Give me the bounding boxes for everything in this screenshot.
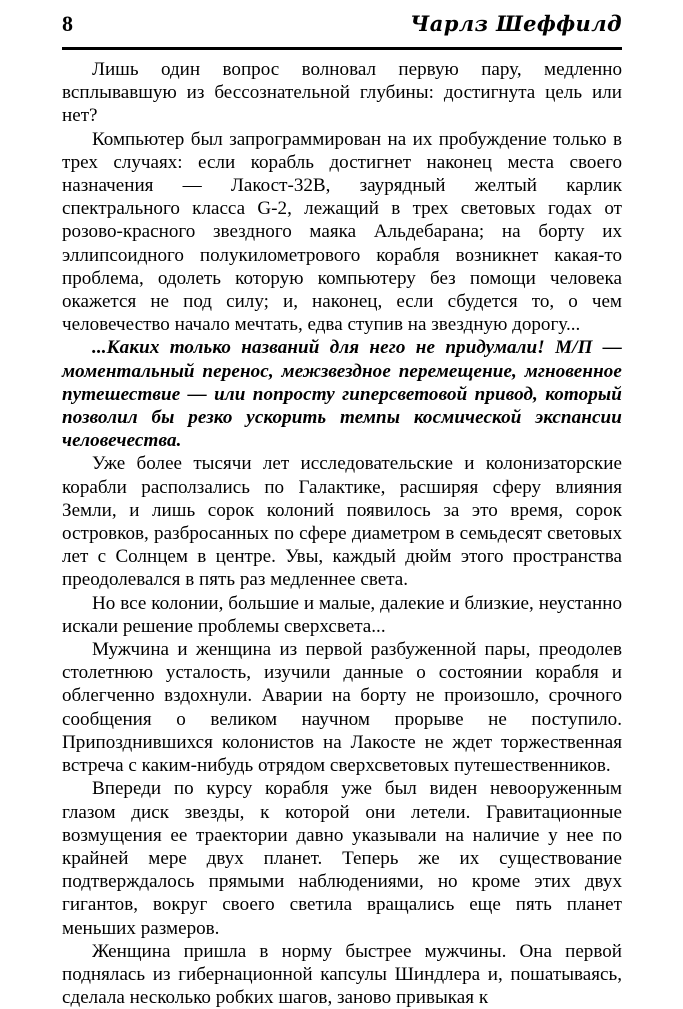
paragraph: Но все колонии, большие и малые, далекие и близкие, неустанно искали решение проблемы сверхсвета... xyxy=(62,592,622,637)
paragraph: Компьютер был запрограммирован на их пробуждение только в трех случаях: если корабль достигнет наконец места своего назначения — Лакост-32В, заурядный желтый карлик спектрального класса G-2, лежащий в трех световых годах от розово-красного звездного маяка Альдебарана; на борту их эллипсоидного полукилометрового корабля возникнет какая-то проблема, одолеть которую компьютеру без помощи человека окажется не под силу; и, наконец, если сбудется то, о чем человечество начало мечтать, едва ступив на звездную дорогу... xyxy=(62,128,622,336)
paragraph: Впереди по курсу корабля уже был виден невооруженным глазом диск звезды, к которой они летели. Гравитационные возмущения ее траектории давно указывали на наличие у нее по крайней мере двух планет. Теперь же их существование подтверждалось прямыми наблюдениями, но кроме этих двух гигантов, вокруг своего светила вращались еще пять планет меньших размеров. xyxy=(62,778,622,939)
page-number: 8 xyxy=(62,11,73,36)
body-text-block xyxy=(62,58,622,1009)
paragraph: Мужчина и женщина из первой разбуженной пары, преодолев столетнюю усталость, изучили данные о состоянии корабля и облегченно вздохнули. Аварии на борту не произошло, срочного сообщения о великом научном прорыве не поступило. Припозднившихся колонистов на Лакосте не ждет торжественная встреча с каким-нибудь отрядом сверхсветовых путешественников. xyxy=(62,639,622,777)
paragraph-italic: ...Каких только названий для него не придумали! М/П — моментальный перенос, межзвездное перемещение, мгновенное путешествие — или попросту гиперсветовой привод, который позволил бы резко ускорить темпы космической экспансии человечества. xyxy=(62,337,622,452)
header-rule xyxy=(62,47,622,50)
paragraph: Уже более тысячи лет исследовательские и колонизаторские корабли расползались по Галактике, расширяя сферу влияния Земли, и лишь сорок колоний появилось за это время, сорок островков, разбросанных по сфере диаметром в семьдесят световых лет с Солнцем в центре. Увы, каждый дюйм этого пространства преодолевался в пять раз медленнее света. xyxy=(62,453,622,591)
paragraph: Лишь один вопрос волновал первую пару, медленно всплывавшую из бессознательной глубины: достигнута цель или нет? xyxy=(62,59,622,127)
author-running-head: Чарлз Шеффилд xyxy=(410,11,622,36)
paragraph: Женщина пришла в норму быстрее мужчины. Она первой поднялась из гибернационной капсулы Шиндлера и, пошатываясь, сделала несколько робких шагов, заново привыкая к xyxy=(62,940,622,1009)
running-head xyxy=(62,13,622,43)
